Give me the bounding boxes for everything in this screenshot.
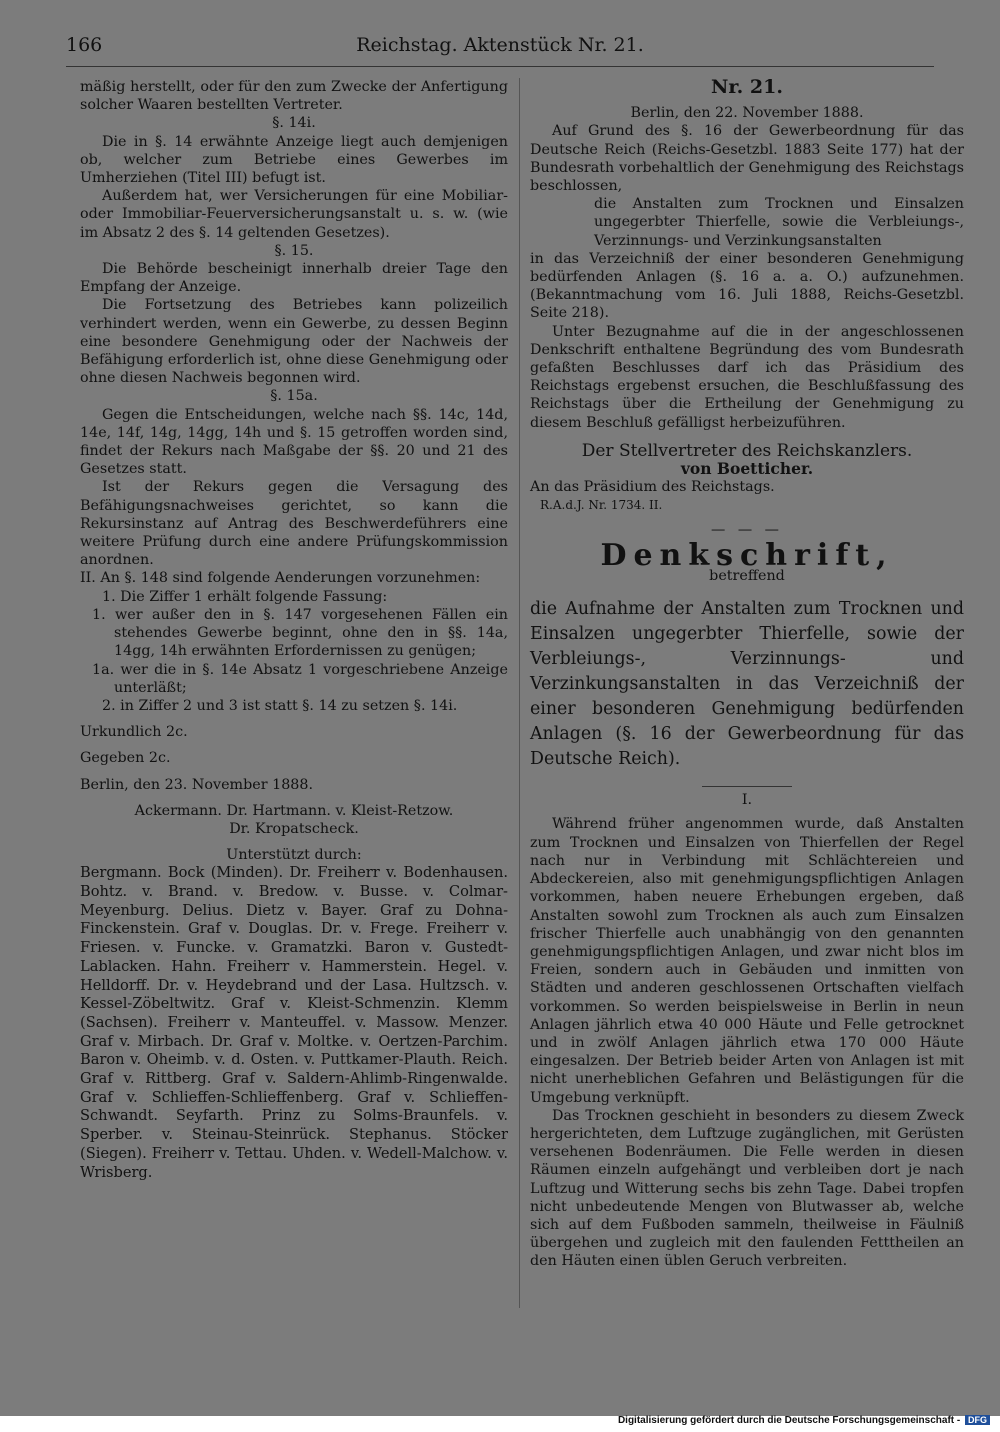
page-number: 166 bbox=[66, 34, 103, 56]
right-column bbox=[530, 78, 964, 1271]
paragraph: mäßig herstellt, oder für den zum Zwecke der Anfertigung solcher Waaren bestellten Vertreter. bbox=[80, 79, 508, 114]
paragraph: Ist der Rekurs gegen die Versagung des Befähigungsnachweises gerichtet, so kann die Rekursinstanz auf Antrag des Beschwerdeführers eine weitere Prüfung durch eine andere Prüfungskommission anordnen. bbox=[80, 479, 508, 569]
paragraph: in das Verzeichniß der einer besonderen Genehmigung bedürfenden Anlagen (§. 16 a. a. O.) aufzunehmen. (Bekanntmachung vom 16. Juli 1888, Reichs-Gesetzbl. Seite 218). bbox=[530, 250, 964, 322]
paragraph: Die Fortsetzung des Betriebes kann polizeilich verhindert werden, wenn ein Gewerbe, zu dessen Beginn eine besondere Genehmigung oder der Nachweis der Befähigung erforderlich ist, ohne diese Genehmigung oder ohne diesen Nachweis begonnen wird. bbox=[80, 297, 508, 387]
dfg-logo: DFG bbox=[965, 1415, 990, 1425]
header-rule bbox=[66, 66, 934, 67]
running-title: Reichstag. Aktenstück Nr. 21. bbox=[356, 34, 644, 56]
left-column bbox=[80, 78, 508, 1182]
quoted-resolution: die Anstalten zum Trocknen und Einsalzen ungegerbter Thierfelle, sowie die Verbleiungs-, Verzinnungs- und Verzinkungsanstalten bbox=[594, 196, 964, 249]
column-divider bbox=[519, 78, 520, 1308]
memorandum-title: die Aufnahme der Anstalten zum Trocknen und Einsalzen ungegerbter Thierfelle, sowie der Verbleiungs-, Verzinnungs- und Verzinkungsanstalten in das Verzeichniß der einer besonderen Genehmigung bedürfenden Anlagen (§. 16 der Gewerbeordnung für das Deutsche Reich). bbox=[530, 599, 964, 770]
paragraph: Das Trocknen geschieht in besonders zu diesem Zweck hergerichteten, dem Luftzuge zugänglichen, mit Gerüsten versehenen Bodenräumen. Die Felle werden in diesen Räumen einzeln aufgehängt und verbleiben dort je nach Luftzug und Witterung sechs bis zehn Tage. Dabei tropfen nicht unbedeutende Mengen von Blutwasser ab, welche sich auf dem Fußboden sammeln, theilweise in Fäulniß übergehen und zugleich mit den faulenden Fetttheilen an den Häuten einen üblen Geruch verbreiten. bbox=[530, 1107, 964, 1270]
paragraph: Außerdem hat, wer Versicherungen für eine Mobiliar- oder Immobiliar-Feuerversicherungsanstalt u. s. w. (wie im Absatz 2 des §. 14 geltenden Gesetzes). bbox=[80, 188, 508, 241]
date-line: Berlin, den 22. November 1888. bbox=[630, 105, 864, 122]
document-number: Nr. 21. bbox=[711, 76, 783, 98]
paragraph: II. An §. 148 sind folgende Aenderungen vorzunehmen: bbox=[80, 570, 481, 587]
memorandum-heading: Denkschrift, bbox=[600, 537, 894, 573]
signature-title: Der Stellvertreter des Reichskanzlers. bbox=[581, 440, 913, 461]
supporters-list: Bergmann. Bock (Minden). Dr. Freiherr v. Bodenhausen. Bohtz. v. Brand. v. Bredow. v. Busse. v. Colmar-Meyenburg. Delius. Dietz v. Bayer. Graf zu Dohna-Finckenstein. Graf v. Douglas. Dr. v. Frege. Freiherr v. Friesen. v. Funcke. v. Gramatzki. Baron v. Gustedt-Lablacken. Hahn. Freiherr v. Hammerstein. Hegel. v. Helldorff. Dr. v. Heydebrand und der Lasa. Hultzsch. v. Kessel-Zöbeltwitz. Graf v. Kleist-Schmenzin. Klemm (Sachsen). Freiherr v. Manteuffel. v. Massow. Menzer. Graf v. Mirbach. Dr. Graf v. Moltke. v. Oertzen-Parchim. Baron v. Oheimb. v. d. Osten. v. Puttkamer-Plauth. Reich. Graf v. Rittberg. Graf v. Saldern-Ahlimb-Ringenwalde. Graf v. Schlieffen-Schlieffenberg. Graf v. Schlieffen-Schwandt. Seyfarth. Prinz zu Solms-Braunfels. v. Sperber. v. Steinau-Steinrück. Stephanus. Stöcker (Siegen). Freiherr v. Tettau. Uhden. v. Wedell-Malchow. v. Wrisberg. bbox=[80, 864, 508, 1181]
paragraph: Die Behörde bescheinigt innerhalb dreier Tage den Empfang der Anzeige. bbox=[80, 261, 508, 296]
date-line: Berlin, den 23. November 1888. bbox=[80, 776, 314, 793]
closing-line: Gegeben 2c. bbox=[80, 750, 171, 767]
running-header bbox=[66, 30, 934, 58]
separator: — — — bbox=[711, 521, 783, 538]
list-item: 1. Die Ziffer 1 erhält folgende Fassung: bbox=[102, 588, 388, 605]
list-item: 1. wer außer den in §. 147 vorgesehenen Fällen ein stehendes Gewerbe beginnt, ohne den in §§. 14a, 14gg, 14h erwähnten Erfordernissen zu genügen; bbox=[92, 606, 508, 660]
signature-name: von Boetticher. bbox=[680, 459, 814, 479]
list-item: 1a. wer die in §. 14e Absatz 1 vorgeschriebene Anzeige unterläßt; bbox=[92, 661, 508, 696]
paragraph: Während früher angenommen wurde, daß Anstalten zum Trocknen und Einsalzen von Thierfellen der Regel nach nur in Verbindung mit Schlächtereien und Abdeckereien, also mit genehmigungspflichtigen Anlagen vorkommen, haben neuere Erhebungen ergeben, daß Anstalten sowohl zum Trocknen als auch zum Einsalzen frischer Thierfelle auch unabhängig von den genannten genehmigungspflichtigen Anlagen, und zwar nicht blos im Freien, sondern auch in Gebäuden und inmitten von Städten und anderen geschlossenen Ortschaften vielfach vorkommen. So werden beispielsweise in Berlin in neun Anlagen jährlich etwa 40 000 Häute und Felle getrocknet und in zwölf Anlagen jährlich etwa 170 000 Häute eingesalzen. Der Betrieb beider Arten von Anlagen ist mit nicht unerheblichen Gefahren und Belästigungen für die Umgebung verknüpft. bbox=[530, 816, 964, 1106]
addressee: An das Präsidium des Reichstags. bbox=[530, 479, 775, 496]
reference-number: R.A.d.J. Nr. 1734. II. bbox=[540, 498, 663, 513]
footer bbox=[618, 1415, 990, 1426]
paragraph: Auf Grund des §. 16 der Gewerbeordnung für das Deutsche Reich (Reichs-Gesetzbl. 1883 Seite 177) hat der Bundesrath vorbehaltlich der Genehmigung des Reichstags beschlossen, bbox=[530, 123, 964, 195]
section-heading: §. 15. bbox=[274, 242, 314, 259]
supporters-heading: Unterstützt durch: bbox=[226, 847, 362, 864]
signatories: Dr. Kropatscheck. bbox=[229, 820, 359, 837]
section-heading: §. 15a. bbox=[270, 388, 318, 405]
memorandum-subheading: betreffend bbox=[709, 568, 785, 585]
section-rule bbox=[702, 786, 792, 787]
closing-line: Urkundlich 2c. bbox=[80, 724, 188, 741]
paragraph: Die in §. 14 erwähnte Anzeige liegt auch demjenigen ob, welcher zum Betriebe eines Gewerbes im Umherziehen (Titel III) befugt ist. bbox=[80, 133, 508, 187]
section-heading: §. 14i. bbox=[272, 115, 316, 132]
section-number: I. bbox=[741, 792, 753, 809]
footer-text: Digitalisierung gefördert durch die Deutsche Forschungsgemeinschaft - bbox=[617, 1415, 961, 1426]
paragraph: Gegen die Entscheidungen, welche nach §§. 14c, 14d, 14e, 14f, 14g, 14gg, 14h und §. 15 getroffen worden sind, findet der Rekurs nach Maßgabe der §§. 20 und 21 des Gesetzes statt. bbox=[80, 406, 508, 478]
paragraph: Unter Bezugnahme auf die in der angeschlossenen Denkschrift enthaltene Begründung des vom Bundesrath gefaßten Beschlusses darf ich das Präsidium des Reichstags ergebenst ersuchen, die Beschlußfassung des Reichstags über die Ertheilung der Genehmigung zu diesem Beschluß gefälligst herbeizuführen. bbox=[530, 323, 964, 431]
signatories: Ackermann. Dr. Hartmann. v. Kleist-Retzow. bbox=[134, 802, 454, 819]
list-item: 2. in Ziffer 2 und 3 ist statt §. 14 zu setzen §. 14i. bbox=[102, 697, 458, 714]
